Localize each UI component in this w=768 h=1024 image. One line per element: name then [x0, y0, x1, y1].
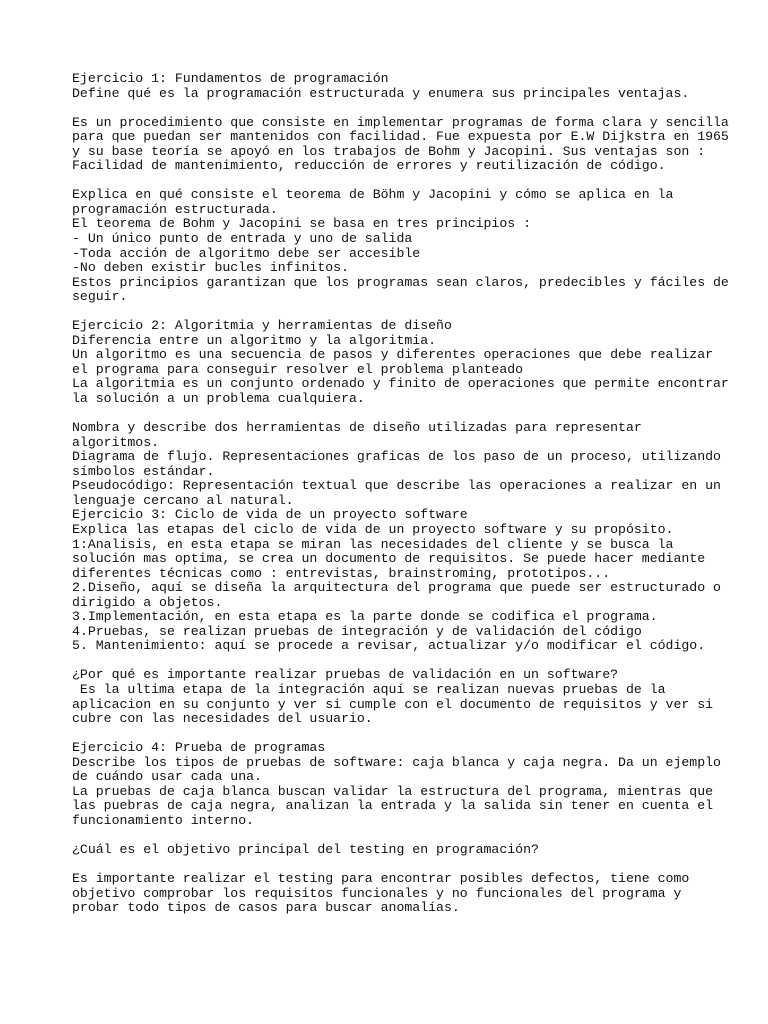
text-line: El teorema de Bohm y Jacopini se basa en tres principios :: [72, 216, 531, 232]
text-line: Explica en qué consiste el teorema de Böhm y Jacopini y cómo se aplica en la: [72, 187, 674, 203]
blank-line: [72, 727, 712, 742]
blank-line: [72, 654, 712, 669]
text-line: objetivo comprobar los requisitos funcionales y no funcionales del programa y: [72, 885, 682, 901]
text-line: 4.Pruebas, se realizan pruebas de integración y de validación del código: [72, 623, 642, 639]
text-line: La pruebas de caja blanca buscan validar la estructura del programa, mientras que: [72, 783, 714, 799]
text-line: La algoritmia es un conjunto ordenado y finito de operaciones que permite encontrar: [72, 376, 729, 392]
blank-line: [72, 858, 712, 873]
text-line: el programa para conseguir resolver el problema planteado: [72, 361, 524, 377]
text-line: algoritmos.: [72, 434, 160, 450]
blank-line: [72, 305, 712, 320]
text-line: ¿Por qué es importante realizar pruebas de validación en un software?: [72, 667, 619, 683]
text-line: lenguaje cercano al natural.: [72, 492, 294, 508]
text-line: Explica las etapas del ciclo de vida de un proyecto software y su propósito.: [72, 521, 674, 537]
text-line: seguir.: [72, 289, 128, 305]
text-line: Ejercicio 2: Algoritmia y herramientas de diseño: [72, 318, 452, 334]
text-line: -No deben existir bucles infinitos.: [72, 260, 349, 276]
text-line: 1:Analisis, en esta etapa se miran las necesidades del cliente y se busca la: [72, 536, 674, 552]
blank-line: [72, 407, 712, 422]
blank-line: [72, 174, 712, 189]
text-line: Es importante realizar el testing para encontrar posibles defectos, tiene como: [72, 871, 690, 887]
text-line: Ejercicio 1: Fundamentos de programación: [72, 71, 389, 86]
text-line: solución mas optima, se crea un documento de requisitos. Se puede hacer mediante: [72, 551, 706, 567]
text-line: aplicacion en su conjunto y ver si cumple con el documento de requisitos y ver si: [72, 696, 714, 712]
text-line: la solución a un problema cualquiera.: [72, 391, 365, 407]
text-line: Un algoritmo es una secuencia de pasos y diferentes operaciones que debe realizar: [72, 347, 714, 363]
text-line: cubre con las necesidades del usuario.: [72, 711, 373, 727]
document-page: [72, 71, 729, 916]
text-line: y su base teoría se apoyó en los trabajos de Bohm y Jacopini. Sus ventajas son :: [72, 143, 706, 159]
text-line: Estos principios garantizan que los programas sean claros, predecibles y fáciles de: [72, 274, 729, 290]
text-line: 3.Implementación, en esta etapa es la parte donde se codifica el programa.: [72, 609, 658, 625]
text-line: - Un único punto de entrada y uno de salida: [72, 231, 413, 247]
text-line: Ejercicio 3: Ciclo de vida de un proyecto software: [72, 507, 468, 523]
text-line: las puebras de caja negra, analizan la entrada y la salida sin tener en cuenta el: [72, 798, 714, 814]
text-line: Describe los tipos de pruebas de software: caja blanca y caja negra. Da un ejemplo: [72, 754, 721, 770]
text-line: Es la ultima etapa de la integración aquí se realizan nuevas pruebas de la: [72, 681, 666, 697]
text-line: para que puedan ser mantenidos con facilidad. Fue expuesta por E.W Dijkstra en 1965: [72, 129, 729, 145]
text-line: -Toda acción de algoritmo debe ser accesible: [72, 245, 421, 261]
text-line: funcionamiento interno.: [72, 812, 255, 828]
text-line: ¿Cuál es el objetivo principal del testing en programación?: [72, 841, 539, 857]
text-line: Define qué es la programación estructurada y enumera sus principales ventajas.: [72, 85, 690, 101]
text-line: diferentes técnicas como : entrevistas, brainstroming, prototipos...: [72, 565, 611, 581]
text-line: Diagrama de flujo. Representaciones graficas de los paso de un proceso, utilizando: [72, 449, 721, 465]
document-body: [72, 71, 729, 916]
text-line: 5. Mantenimiento: aquí se procede a revisar, actualizar y/o modificar el código.: [72, 638, 706, 654]
text-line: programación estructurada.: [72, 201, 278, 217]
text-line: 2.Diseño, aquí se diseña la arquitectura del programa que puede ser estructurado o: [72, 580, 721, 596]
text-line: símbolos estándar.: [72, 463, 215, 479]
text-line: Ejercicio 4: Prueba de programas: [72, 740, 326, 756]
text-line: de cuándo usar cada una.: [72, 769, 262, 785]
blank-line: [72, 101, 712, 116]
text-line: dirigido a objetos.: [72, 594, 223, 610]
text-line: Diferencia entre un algoritmo y la algoritmia.: [72, 332, 437, 348]
text-line: Facilidad de mantenimiento, reducción de errores y reutilización de código.: [72, 158, 666, 174]
blank-line: [72, 828, 712, 843]
text-line: probar todo tipos de casos para buscar anomalías.: [72, 900, 460, 916]
text-line: Es un procedimiento que consiste en implementar programas de forma clara y sencilla: [72, 114, 729, 130]
text-line: Pseudocódigo: Representación textual que describe las operaciones a realizar en un: [72, 478, 721, 494]
text-line: Nombra y describe dos herramientas de diseño utilizadas para representar: [72, 420, 642, 436]
